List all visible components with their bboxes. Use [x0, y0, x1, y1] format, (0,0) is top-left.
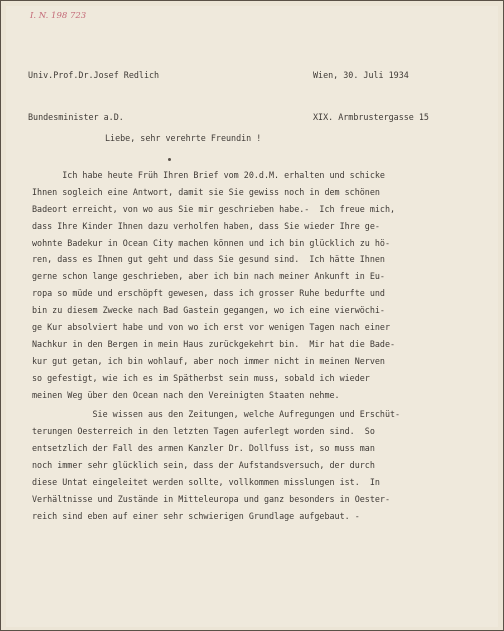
body-line: Badeort erreicht, von wo aus Sie mir geschrieben habe.- Ich freue mich, [32, 203, 396, 214]
body-line: entsetzlich der Fall des armen Kanzler Dr. Dollfuss ist, so muss man [32, 443, 375, 454]
body-line: dass Ihre Kinder Ihnen dazu verholfen haben, dass Sie wieder Ihre ge- [32, 220, 380, 231]
body-line: Ich habe heute Früh Ihren Brief vom 20.d.M. erhalten und schicke [32, 170, 385, 180]
archive-number: I. N. 198 723 [30, 11, 87, 21]
body-line: ren, dass es Ihnen gut geht und dass Sie gesund sind. Ich hätte Ihnen [32, 254, 385, 265]
letter-date: Wien, 30. Juli 1934 [313, 70, 409, 80]
place-date-block [313, 40, 429, 152]
sender-address: XIX. Armbrustergasse 15 [313, 112, 429, 122]
body-line: kur gut getan, ich bin wohlauf, aber noch immer nicht in meinen Nerven [32, 355, 385, 366]
body-line: terungen Oesterreich in den letzten Tagen auferlegt worden sind. So [32, 426, 375, 437]
body-line: wohnte Badekur in Ocean City machen können und ich bin glücklich zu hö- [32, 237, 390, 248]
body-line: so gefestigt, wie ich es im Spätherbst sein muss, sobald ich wieder [32, 372, 370, 383]
body-line: ge Kur absolviert habe und von wo ich erst vor wenigen Tagen nach einer [32, 322, 390, 333]
body-line: Verhältnisse und Zustände in Mitteleuropa und ganz besonders in Oester- [32, 493, 390, 504]
salutation: Liebe, sehr verehrte Freundin ! [105, 133, 262, 143]
body-line: diese Untat eingeleitet werden sollte, vollkommen misslungen ist. In [32, 477, 380, 488]
body-line: gerne schon lange geschrieben, aber ich bin nach meiner Ankunft in Eu- [32, 271, 385, 282]
body-line: noch immer sehr glücklich sein, dass der Aufstandsversuch, der durch [32, 460, 375, 471]
body-line: meinen Weg über den Ocean nach den Vereinigten Staaten nehme. [32, 389, 340, 400]
body-line: Nachkur in den Bergen in mein Haus zurückgekehrt bin. Mir hat die Bade- [32, 338, 396, 349]
sender-name: Univ.Prof.Dr.Josef Redlich [28, 70, 160, 80]
body-line: bin zu diesem Zwecke nach Bad Gastein gegangen, wo ich eine vierwöchi- [32, 305, 385, 316]
sender-title: Bundesminister a.D. [28, 112, 124, 122]
letter-body [32, 167, 400, 525]
body-line: reich sind eben auf einer sehr schwierigen Grundlage aufgebaut. - [32, 510, 360, 521]
ink-dot [168, 158, 171, 161]
body-line: ropa so müde und erschöpft gewesen, dass ich grosser Ruhe bedurfte und [32, 288, 385, 299]
body-line: Sie wissen aus den Zeitungen, welche Aufregungen und Erschüt- [32, 409, 401, 420]
body-line: Ihnen sogleich eine Antwort, damit sie Sie gewiss noch in dem schönen [32, 186, 380, 197]
